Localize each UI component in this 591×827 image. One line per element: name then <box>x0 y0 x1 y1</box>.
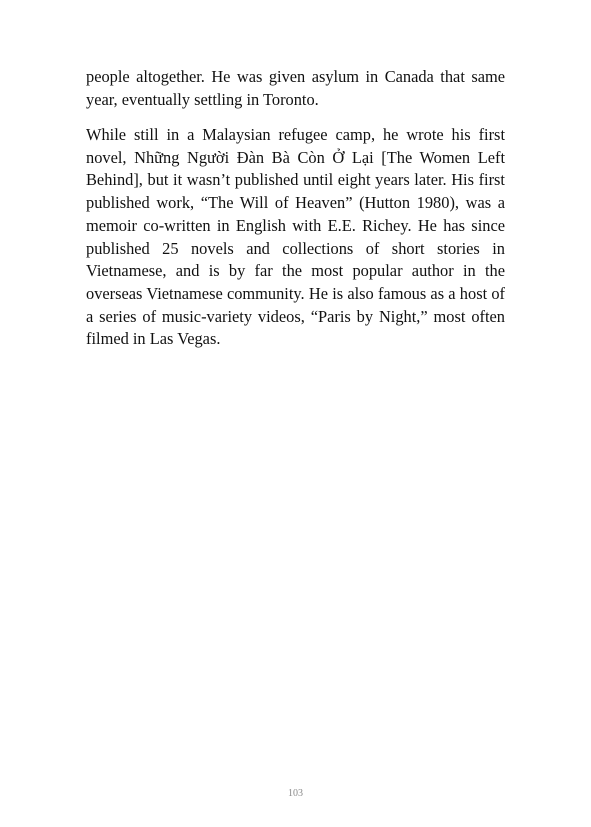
paragraph-continuation: people altogether. He was given asylum in Canada that same year, eventually settling in Toronto. <box>86 67 505 109</box>
page-number: 103 <box>288 788 303 799</box>
paragraph-biography: While still in a Malaysian refugee camp, he wrote his first novel, Những Người Đàn Bà Còn Ở Lại [The Women Left Behind], but it wasn’t published until eight years later. His first published work, “The Will of Heaven” (Hutton 1980), was a memoir co-written in English with E.E. Richey. He has since published 25 novels and collections of short stories in Vietnamese, and is by far the most popular author in the overseas Vietnamese community. He is also famous as a host of a series of music-variety videos, “Paris by Night,” most often filmed in Las Vegas. <box>86 125 505 349</box>
